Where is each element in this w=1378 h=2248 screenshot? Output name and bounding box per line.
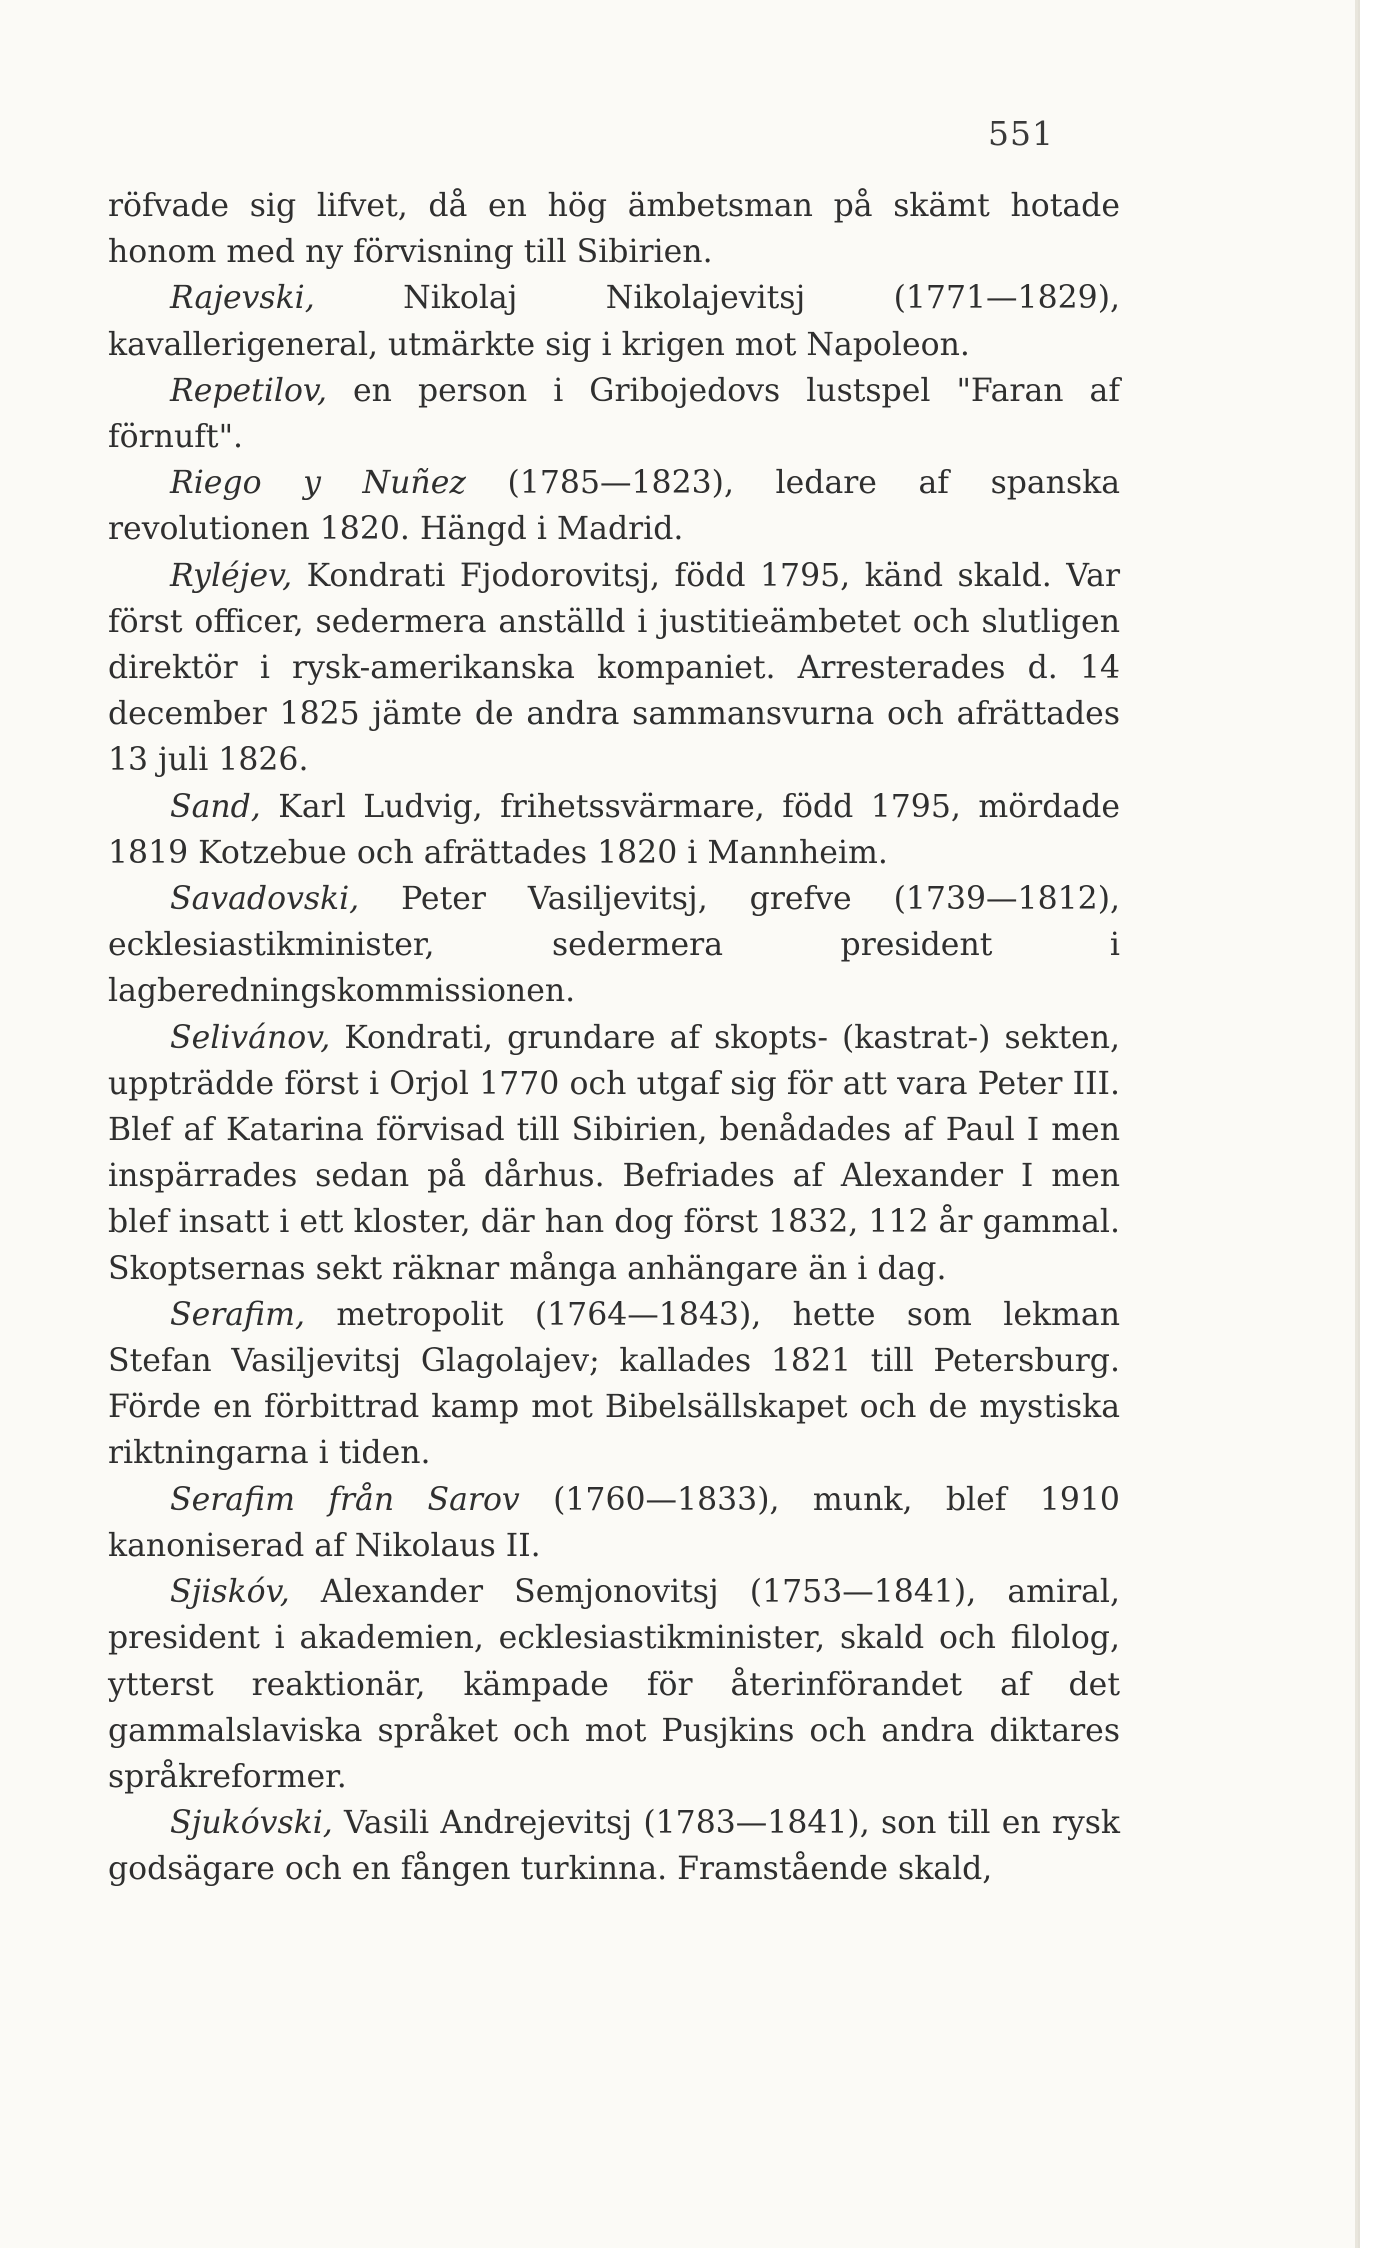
entry-repetilov xyxy=(108,368,1120,460)
entry-text: Karl Ludvig, frihetssvärmare, född 1795, mördade 1819 Kotzebue och afrättades 1820 i Mannheim. xyxy=(108,788,1120,871)
page-edge xyxy=(1355,0,1358,2248)
entry-text: Nikolaj Nikolajevitsj (1771—1829), kavallerigeneral, utmärkte sig i krigen mot Napoleon. xyxy=(108,280,1120,363)
entry-serafim-sarov xyxy=(108,1477,1120,1569)
entry-headword: Rajevski, xyxy=(170,280,315,317)
entry-sand xyxy=(108,784,1120,876)
entry-text: Kondrati Fjodorovitsj, född 1795, känd skald. Var först officer, sedermera anställd i justitieämbetet och slutligen direktör i rysk-amerikanska kompaniet. Arresterades d. 14 december 1825 jämte de andra sammansvurna och afrättades 13 juli 1826. xyxy=(108,557,1120,779)
entry-text: metropolit (1764—1843), hette som lekman Stefan Vasiljevitsj Glagolajev; kallades 1821 till Petersburg. Förde en förbittrad kamp mot Bibelsällskapet och de mystiska riktningarna i tiden. xyxy=(108,1296,1120,1472)
entry-text: (1760—1833), munk, blef 1910 kanoniserad af Nikolaus II. xyxy=(108,1481,1120,1564)
entry-headword: Sjiskóv, xyxy=(170,1574,290,1611)
entry-continuation xyxy=(108,183,1120,275)
page-number: 551 xyxy=(988,114,1054,153)
entry-riego xyxy=(108,460,1120,552)
entry-headword: Selivánov, xyxy=(170,1019,331,1056)
entry-ryleev xyxy=(108,553,1120,784)
entry-headword: Savadovski, xyxy=(170,881,360,918)
entry-headword: Riego y Nuñez xyxy=(170,465,466,502)
entry-savadovski xyxy=(108,876,1120,1015)
entry-headword: Serafim från Sarov xyxy=(170,1481,520,1518)
entry-sjukovski xyxy=(108,1800,1120,1892)
text-column xyxy=(108,183,1120,1893)
entry-text: en person i Gribojedovs lustspel "Faran af förnuft". xyxy=(108,372,1120,456)
entry-headword: Ryléjev, xyxy=(170,557,293,594)
entry-text: Kondrati, grundare af skopts- (kastrat-) sekten, uppträdde först i Orjol 1770 och utgaf sig för att vara Peter III. Blef af Katarina förvisad till Sibirien, benådades af Paul I men inspärrades sedan på dårhus. Befriades af Alexander I men blef insatt i ett kloster, där han dog först 1832, 112 år gammal. Skoptsernas sekt räknar många anhängare än i dag. xyxy=(108,1019,1120,1287)
entry-serafim xyxy=(108,1292,1120,1477)
entry-text: Vasili Andrejevitsj (1783—1841), son till en rysk godsägare och en fången turkinna. Framstående skald, xyxy=(108,1805,1120,1888)
entry-text: Alexander Semjonovitsj (1753—1841), amiral, president i akademien, ecklesiastikminister, skald och filolog, ytterst reaktionär, kämpade för återinförandet af det gammalslaviska språket och mot Pusjkins och andra diktares språkreformer. xyxy=(108,1574,1120,1795)
entry-rajevski xyxy=(108,275,1120,367)
entry-headword: Repetilov, xyxy=(170,372,328,409)
entry-headword: Serafim, xyxy=(170,1296,305,1333)
entry-headword: Sjukóvski, xyxy=(170,1805,333,1842)
entry-text: röfvade sig lifvet, då en hög ämbetsman på skämt hotade honom med ny förvisning till Sibirien. xyxy=(108,188,1120,271)
entry-headword: Sand, xyxy=(170,788,261,825)
entry-sjiskov xyxy=(108,1569,1120,1800)
entry-selivanov xyxy=(108,1015,1120,1292)
entry-text: (1785—1823), ledare af spanska revolutionen 1820. Hängd i Madrid. xyxy=(108,465,1120,548)
entry-text: Peter Vasiljevitsj, grefve (1739—1812), ecklesiastikminister, sedermera president i lagberedningskommissionen. xyxy=(108,881,1120,1010)
